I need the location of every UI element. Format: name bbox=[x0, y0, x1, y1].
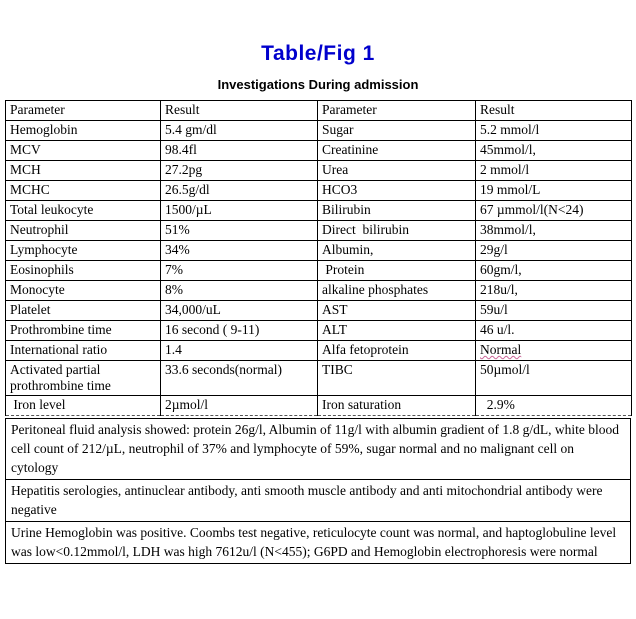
table-cell: MCH bbox=[6, 161, 161, 181]
table-cell: 46 u/l. bbox=[476, 321, 632, 341]
table-cell: Direct bilirubin bbox=[318, 221, 476, 241]
table-cell: 98.4fl bbox=[161, 141, 318, 161]
table-cell: Alfa fetoprotein bbox=[318, 341, 476, 361]
table-cell: Total leukocyte bbox=[6, 201, 161, 221]
table-cell: Sugar bbox=[318, 121, 476, 141]
table-cell: 218u/l, bbox=[476, 281, 632, 301]
column-header: Parameter bbox=[318, 101, 476, 121]
note-cell: Hepatitis serologies, antinuclear antibody, anti smooth muscle antibody and anti mitochondrial antibody were negative bbox=[6, 480, 631, 522]
table-cell: 1500/µL bbox=[161, 201, 318, 221]
table-cell: AST bbox=[318, 301, 476, 321]
note-row bbox=[6, 480, 631, 522]
notes-table-body bbox=[6, 419, 631, 564]
table-cell: Protein bbox=[318, 261, 476, 281]
table-row bbox=[6, 361, 632, 396]
table-cell: MCV bbox=[6, 141, 161, 161]
table-cell: 1.4 bbox=[161, 341, 318, 361]
table-cell: 34% bbox=[161, 241, 318, 261]
table-cell: 34,000/uL bbox=[161, 301, 318, 321]
table-row bbox=[6, 121, 632, 141]
table-cell: 67 µmmol/l(N<24) bbox=[476, 201, 632, 221]
table-cell: Iron level bbox=[6, 396, 161, 416]
table-cell bbox=[476, 341, 632, 361]
table-cell: Activated partial prothrombine time bbox=[6, 361, 161, 396]
table-cell: 59u/l bbox=[476, 301, 632, 321]
table-cell: alkaline phosphates bbox=[318, 281, 476, 301]
column-header: Result bbox=[161, 101, 318, 121]
table-cell: 8% bbox=[161, 281, 318, 301]
table-row bbox=[6, 301, 632, 321]
table-row bbox=[6, 241, 632, 261]
table-cell: Albumin, bbox=[318, 241, 476, 261]
table-cell: 19 mmol/L bbox=[476, 181, 632, 201]
table-cell: 29g/l bbox=[476, 241, 632, 261]
table-row bbox=[6, 161, 632, 181]
table-row bbox=[6, 221, 632, 241]
table-cell: Creatinine bbox=[318, 141, 476, 161]
note-cell: Urine Hemoglobin was positive. Coombs test negative, reticulocyte count was normal, and haptoglobuline level was low<0.12mmol/l, LDH was high 7612u/l (N<455); G6PD and Hemoglobin electrophoresis were normal bbox=[6, 522, 631, 564]
note-cell: Peritoneal fluid analysis showed: protein 26g/l, Albumin of 11g/l with albumin gradient of 1.8 g/dL, white blood cell count of 212/µL, neutrophil of 37% and lymphocyte of 59%, sugar normal and no malignant cell on cytology bbox=[6, 419, 631, 480]
table-row bbox=[6, 396, 632, 416]
table-cell: International ratio bbox=[6, 341, 161, 361]
table-cell: 51% bbox=[161, 221, 318, 241]
table-row bbox=[6, 321, 632, 341]
table-row bbox=[6, 141, 632, 161]
table-cell: Lymphocyte bbox=[6, 241, 161, 261]
table-row bbox=[6, 281, 632, 301]
table-cell: 45mmol/l, bbox=[476, 141, 632, 161]
table-cell: Iron saturation bbox=[318, 396, 476, 416]
table-row bbox=[6, 261, 632, 281]
table-cell: Urea bbox=[318, 161, 476, 181]
table-cell: Eosinophils bbox=[6, 261, 161, 281]
table-cell: HCO3 bbox=[318, 181, 476, 201]
table-cell: Monocyte bbox=[6, 281, 161, 301]
table-cell: 2 mmol/l bbox=[476, 161, 632, 181]
investigations-table-body bbox=[6, 121, 632, 416]
table-cell: TIBC bbox=[318, 361, 476, 396]
table-cell: 2µmol/l bbox=[161, 396, 318, 416]
table-row bbox=[6, 341, 632, 361]
table-cell: Prothrombine time bbox=[6, 321, 161, 341]
table-cell: 26.5g/dl bbox=[161, 181, 318, 201]
table-cell: Bilirubin bbox=[318, 201, 476, 221]
table-cell: 5.2 mmol/l bbox=[476, 121, 632, 141]
table-cell: 5.4 gm/dl bbox=[161, 121, 318, 141]
table-row bbox=[6, 181, 632, 201]
notes-table bbox=[5, 418, 631, 564]
spellcheck-underlined-value: Normal bbox=[480, 342, 522, 357]
table-cell: 2.9% bbox=[476, 396, 632, 416]
page-title: Table/Fig 1 bbox=[261, 42, 375, 65]
table-cell: 16 second ( 9-11) bbox=[161, 321, 318, 341]
table-cell: MCHC bbox=[6, 181, 161, 201]
table-cell: ALT bbox=[318, 321, 476, 341]
table-subtitle: Investigations During admission bbox=[217, 77, 419, 92]
table-cell: 60gm/l, bbox=[476, 261, 632, 281]
table-cell: 38mmol/l, bbox=[476, 221, 632, 241]
table-cell: Platelet bbox=[6, 301, 161, 321]
table-cell: 50µmol/l bbox=[476, 361, 632, 396]
column-header: Parameter bbox=[6, 101, 161, 121]
table-row bbox=[6, 201, 632, 221]
investigations-table bbox=[5, 100, 632, 416]
table-cell: Neutrophil bbox=[6, 221, 161, 241]
table-cell: 27.2pg bbox=[161, 161, 318, 181]
table-cell: 33.6 seconds(normal) bbox=[161, 361, 318, 396]
note-row bbox=[6, 522, 631, 564]
column-header: Result bbox=[476, 101, 632, 121]
header-row bbox=[6, 101, 632, 121]
table-cell: Hemoglobin bbox=[6, 121, 161, 141]
table-cell: 7% bbox=[161, 261, 318, 281]
note-row bbox=[6, 419, 631, 480]
